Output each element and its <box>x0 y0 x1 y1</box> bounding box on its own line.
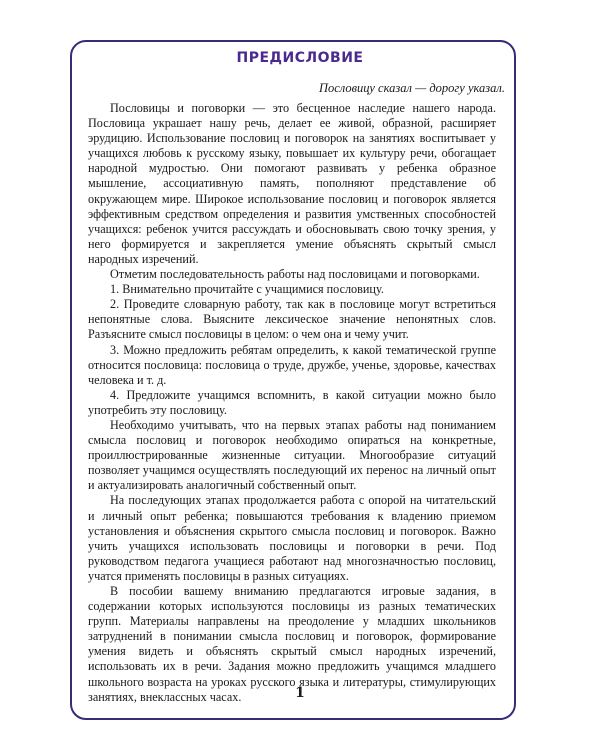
page-title: ПРЕДИСЛОВИЕ <box>236 50 364 66</box>
paragraph: В пособии вашему вниманию предлагаются игровые задания, в содержании которых используются пословицы из разных тематических групп. Материалы направлены на преодоление у младших школьников затруднений в понимании смысла пословиц и поговорок, формирование умения видеть и объяснять скрытый смысл народных изречений, использовать их в речи. Задания можно предложить учащимся младшего школьного возраста на уроках русского языка и литературы, стимулирующих занятиях, внеклассных часах. <box>88 584 496 704</box>
list-item: 1. Внимательно прочитайте с учащимися пословицу. <box>110 282 384 297</box>
paragraph: Пословицы и поговорки — это бесценное наследие нашего народа. Пословица украшает нашу речь, делает ее живой, образной, расширяет эрудицию. Использование пословиц и поговорок на занятиях воспитывает у учащихся любовь к русскому языку, повышает их культуру речи, обогащает народной мудростью. Они помогают развивать у ребенка образное мышление, ассоциативную память, пополняют представление об окружающем мире. Широкое использование пословиц и поговорок является эффективным средством определения и развития умственных способностей учащихся: ребенок учится рассуждать и обосновывать свою точку зрения, у него формируется и закрепляется умение объяснять скрытый смысл народных изречений. <box>88 101 496 266</box>
paragraph: На последующих этапах продолжается работа с опорой на читательский и личный опыт ребенка; повышаются требования к владению приемом установления и объяснения скрытого смысла пословиц и поговорок. Важно учить учащихся использовать пословицы и поговорки в речи. Под руководством педагога учащиеся работают над многозначностью пословиц, учатся применять пословицы в разных ситуациях. <box>88 493 496 583</box>
page-number: 1 <box>295 685 305 701</box>
paragraph: Отметим последовательность работы над пословицами и поговорками. <box>110 267 480 282</box>
epigraph: Пословицу сказал — дорогу указал. <box>318 81 505 95</box>
body-text <box>88 101 496 705</box>
list-item: 4. Предложите учащимся вспомнить, в какой ситуации можно было употребить эту пословицу. <box>88 387 496 417</box>
list-item: 3. Можно предложить ребятам определить, к какой тематической группе относится пословица: пословица о труде, дружбе, ученье, здоровье, качествах человека и т. д. <box>88 342 496 387</box>
paragraph: Необходимо учитывать, что на первых этапах работы над пониманием смысла пословиц и поговорок необходимо опираться на конкретные, проиллюстрированные жизненные ситуации. Многообразие ситуаций позволяет учащимся осуществлять последующий их перенос на личный опыт и актуализировать аналогичный собственный опыт. <box>88 417 496 493</box>
list-item: 2. Проведите словарную работу, так как в пословице могут встретиться непонятные слова. Выясните лексическое значение непонятных слов. Разъясните смысл пословицы в целом: о чем она и чему учит. <box>88 297 496 342</box>
